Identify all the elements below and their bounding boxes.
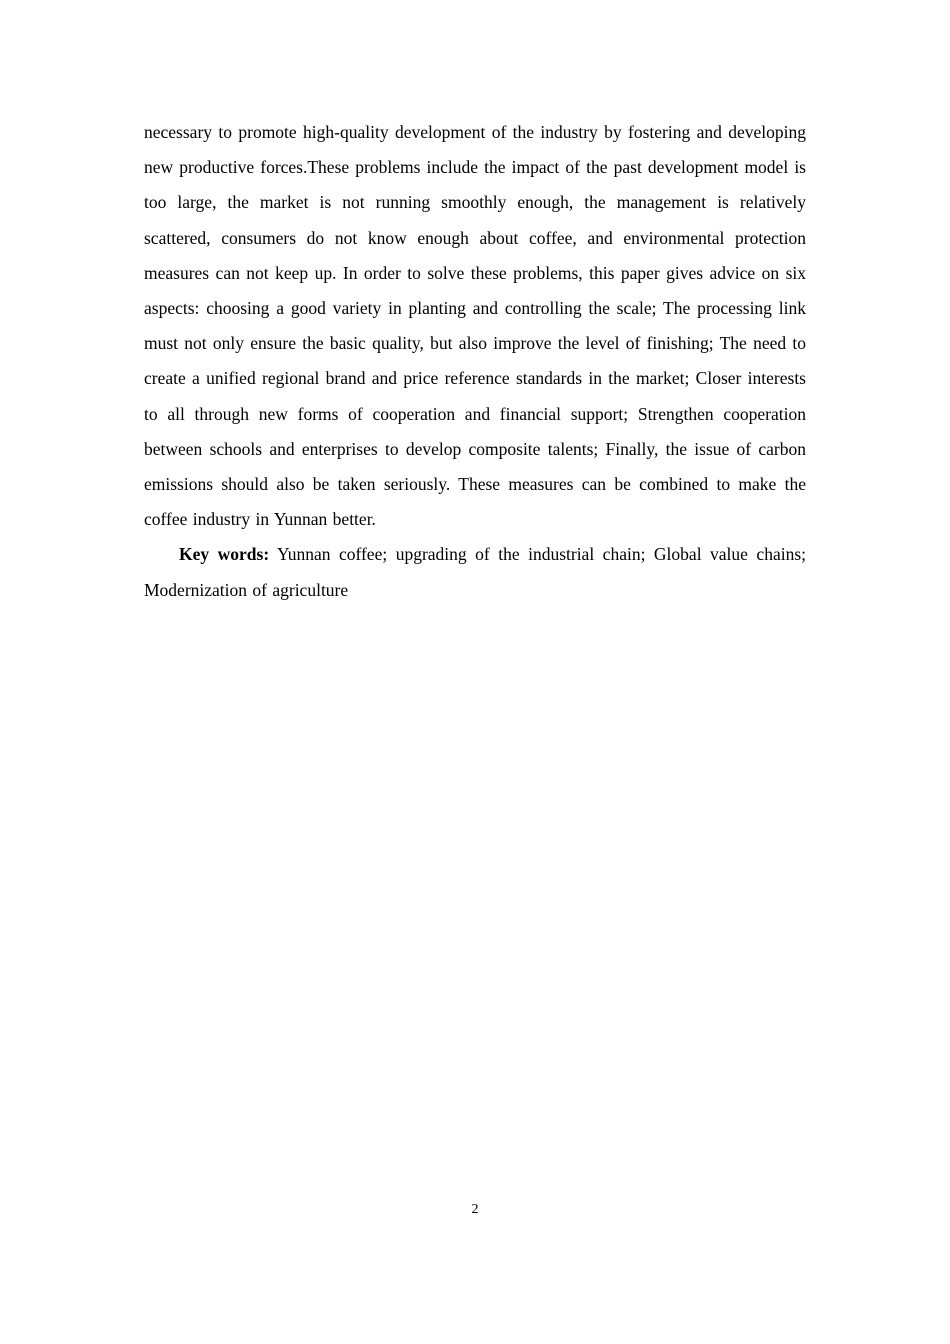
keywords-paragraph [144,537,806,607]
page-body [144,115,806,608]
keywords-label: Key words: [179,544,270,565]
abstract-paragraph: necessary to promote high-quality development of the industry by fostering and developing new productive forces.These problems include the impact of the past development model is too large, the market is not running smoothly enough, the management is relatively scattered, consumers do not know enough about coffee, and environmental protection measures can not keep up. In order to solve these problems, this paper gives advice on six aspects: choosing a good variety in planting and controlling the scale; The processing link must not only ensure the basic quality, but also improve the level of finishing; The need to create a unified regional brand and price reference standards in the market; Closer interests to all through new forms of cooperation and financial support; Strengthen cooperation between schools and enterprises to develop composite talents; Finally, the issue of carbon emissions should also be taken seriously. These measures can be combined to make the coffee industry in Yunnan better. [144,122,806,530]
keywords-text: Yunnan coffee; upgrading of the industrial chain; Global value chains; Modernization of agriculture [144,544,806,600]
page-number: 2 [471,1202,479,1217]
